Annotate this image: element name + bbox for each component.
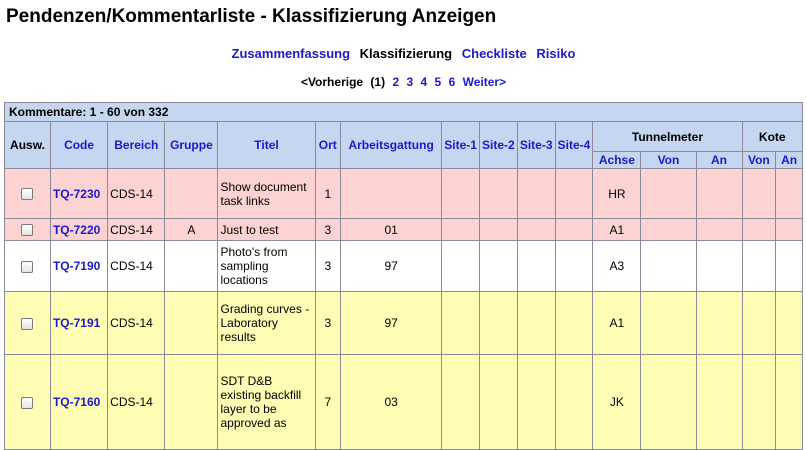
pager-page-2[interactable]: 2 bbox=[392, 75, 400, 89]
table-row bbox=[5, 219, 803, 241]
pager-next[interactable]: Weiter> bbox=[462, 75, 507, 89]
header-site2[interactable]: Site-2 bbox=[479, 122, 517, 169]
pager-current: (1) bbox=[370, 75, 386, 89]
cell-select bbox=[5, 292, 51, 355]
cell-site1 bbox=[442, 241, 480, 292]
table-row bbox=[5, 292, 803, 355]
cell-ort: 3 bbox=[315, 219, 341, 241]
cell-achse: JK bbox=[593, 355, 641, 450]
header-titel[interactable]: Titel bbox=[218, 122, 315, 169]
header-bereich[interactable]: Bereich bbox=[108, 122, 165, 169]
pager-page-3[interactable]: 3 bbox=[406, 75, 414, 89]
header-gruppe[interactable]: Gruppe bbox=[165, 122, 218, 169]
cell-select bbox=[5, 355, 51, 450]
header-von[interactable]: Von bbox=[641, 152, 696, 169]
cell-an bbox=[696, 292, 742, 355]
header-kote: Kote bbox=[742, 122, 803, 152]
cell-site3 bbox=[517, 169, 555, 219]
cell-kote-von bbox=[742, 241, 776, 292]
cell-bereich: CDS-14 bbox=[108, 355, 165, 450]
cell-kote-von bbox=[742, 219, 776, 241]
comments-table bbox=[4, 102, 803, 450]
table-row bbox=[5, 169, 803, 219]
tab-zusammenfassung[interactable]: Zusammenfassung bbox=[231, 46, 351, 61]
cell-site4 bbox=[555, 241, 593, 292]
cell-bereich: CDS-14 bbox=[108, 292, 165, 355]
cell-site3 bbox=[517, 219, 555, 241]
cell-gruppe bbox=[165, 355, 218, 450]
cell-select bbox=[5, 219, 51, 241]
cell-arbeitsgattung bbox=[341, 169, 442, 219]
header-site4[interactable]: Site-4 bbox=[555, 122, 593, 169]
tab-checkliste[interactable]: Checkliste bbox=[461, 46, 527, 61]
cell-site4 bbox=[555, 219, 593, 241]
header-site3[interactable]: Site-3 bbox=[517, 122, 555, 169]
cell-site2 bbox=[479, 219, 517, 241]
cell-achse: A1 bbox=[593, 219, 641, 241]
cell-titel: Photo's from sampling locations bbox=[218, 241, 315, 292]
cell-von bbox=[641, 169, 696, 219]
header-tunnelmeter: Tunnelmeter bbox=[593, 122, 742, 152]
cell-code[interactable]: TQ-7160 bbox=[50, 355, 107, 450]
header-kote-an[interactable]: An bbox=[776, 152, 803, 169]
cell-code[interactable]: TQ-7220 bbox=[50, 219, 107, 241]
pager-page-6[interactable]: 6 bbox=[448, 75, 456, 89]
header-ort[interactable]: Ort bbox=[315, 122, 341, 169]
cell-kote-an bbox=[776, 355, 803, 450]
cell-site1 bbox=[442, 355, 480, 450]
cell-site3 bbox=[517, 355, 555, 450]
pager-prev: <Vorherige bbox=[300, 75, 364, 89]
cell-ort: 3 bbox=[315, 241, 341, 292]
view-tabs bbox=[0, 46, 807, 61]
cell-select bbox=[5, 169, 51, 219]
cell-titel: Just to test bbox=[218, 219, 315, 241]
cell-arbeitsgattung: 01 bbox=[341, 219, 442, 241]
tab-klassifizierung: Klassifizierung bbox=[359, 46, 453, 61]
cell-site2 bbox=[479, 241, 517, 292]
cell-gruppe bbox=[165, 292, 218, 355]
header-arbeitsgattung[interactable]: Arbeitsgattung bbox=[341, 122, 442, 169]
header-achse[interactable]: Achse bbox=[593, 152, 641, 169]
cell-titel: Grading curves - Laboratory results bbox=[218, 292, 315, 355]
pager-page-5[interactable]: 5 bbox=[434, 75, 442, 89]
cell-select bbox=[5, 241, 51, 292]
cell-von bbox=[641, 241, 696, 292]
cell-kote-an bbox=[776, 169, 803, 219]
cell-an bbox=[696, 219, 742, 241]
cell-titel: SDT D&B existing backfill layer to be approved as bbox=[218, 355, 315, 450]
cell-code[interactable]: TQ-7191 bbox=[50, 292, 107, 355]
cell-site1 bbox=[442, 169, 480, 219]
cell-kote-an bbox=[776, 292, 803, 355]
pager-page-4[interactable]: 4 bbox=[420, 75, 428, 89]
cell-site4 bbox=[555, 169, 593, 219]
cell-bereich: CDS-14 bbox=[108, 241, 165, 292]
page-title: Pendenzen/Kommentarliste - Klassifizierung Anzeigen bbox=[6, 6, 497, 27]
cell-site4 bbox=[555, 355, 593, 450]
cell-site2 bbox=[479, 169, 517, 219]
cell-code[interactable]: TQ-7190 bbox=[50, 241, 107, 292]
cell-ort: 1 bbox=[315, 169, 341, 219]
cell-gruppe: A bbox=[165, 219, 218, 241]
cell-ort: 7 bbox=[315, 355, 341, 450]
cell-site1 bbox=[442, 292, 480, 355]
cell-an bbox=[696, 241, 742, 292]
cell-site3 bbox=[517, 292, 555, 355]
cell-von bbox=[641, 219, 696, 241]
cell-an bbox=[696, 169, 742, 219]
row-select-checkbox[interactable] bbox=[21, 261, 33, 273]
cell-gruppe bbox=[165, 241, 218, 292]
table-row bbox=[5, 241, 803, 292]
cell-kote-von bbox=[742, 169, 776, 219]
cell-titel: Show document task links bbox=[218, 169, 315, 219]
cell-arbeitsgattung: 97 bbox=[341, 292, 442, 355]
header-code[interactable]: Code bbox=[50, 122, 107, 169]
row-select-checkbox[interactable] bbox=[21, 318, 33, 330]
cell-bereich: CDS-14 bbox=[108, 169, 165, 219]
table-row bbox=[5, 355, 803, 450]
cell-site2 bbox=[479, 355, 517, 450]
row-select-checkbox[interactable] bbox=[21, 224, 33, 236]
cell-kote-an bbox=[776, 219, 803, 241]
header-kote-von[interactable]: Von bbox=[742, 152, 776, 169]
cell-arbeitsgattung: 03 bbox=[341, 355, 442, 450]
tab-risiko[interactable]: Risiko bbox=[536, 46, 576, 61]
cell-kote-von bbox=[742, 355, 776, 450]
table-caption: Kommentare: 1 - 60 von 332 bbox=[5, 103, 803, 122]
cell-von bbox=[641, 292, 696, 355]
cell-an bbox=[696, 355, 742, 450]
cell-site2 bbox=[479, 292, 517, 355]
header-site1[interactable]: Site-1 bbox=[442, 122, 480, 169]
cell-achse: A3 bbox=[593, 241, 641, 292]
cell-kote-an bbox=[776, 241, 803, 292]
cell-achse: A1 bbox=[593, 292, 641, 355]
cell-gruppe bbox=[165, 169, 218, 219]
header-select: Ausw. bbox=[5, 122, 51, 169]
cell-achse: HR bbox=[593, 169, 641, 219]
row-select-checkbox[interactable] bbox=[21, 397, 33, 409]
cell-von bbox=[641, 355, 696, 450]
cell-site4 bbox=[555, 292, 593, 355]
cell-ort: 3 bbox=[315, 292, 341, 355]
cell-site3 bbox=[517, 241, 555, 292]
cell-site1 bbox=[442, 219, 480, 241]
cell-code[interactable]: TQ-7230 bbox=[50, 169, 107, 219]
header-an[interactable]: An bbox=[696, 152, 742, 169]
cell-arbeitsgattung: 97 bbox=[341, 241, 442, 292]
cell-kote-von bbox=[742, 292, 776, 355]
cell-bereich: CDS-14 bbox=[108, 219, 165, 241]
pagination bbox=[0, 75, 807, 89]
row-select-checkbox[interactable] bbox=[21, 188, 33, 200]
